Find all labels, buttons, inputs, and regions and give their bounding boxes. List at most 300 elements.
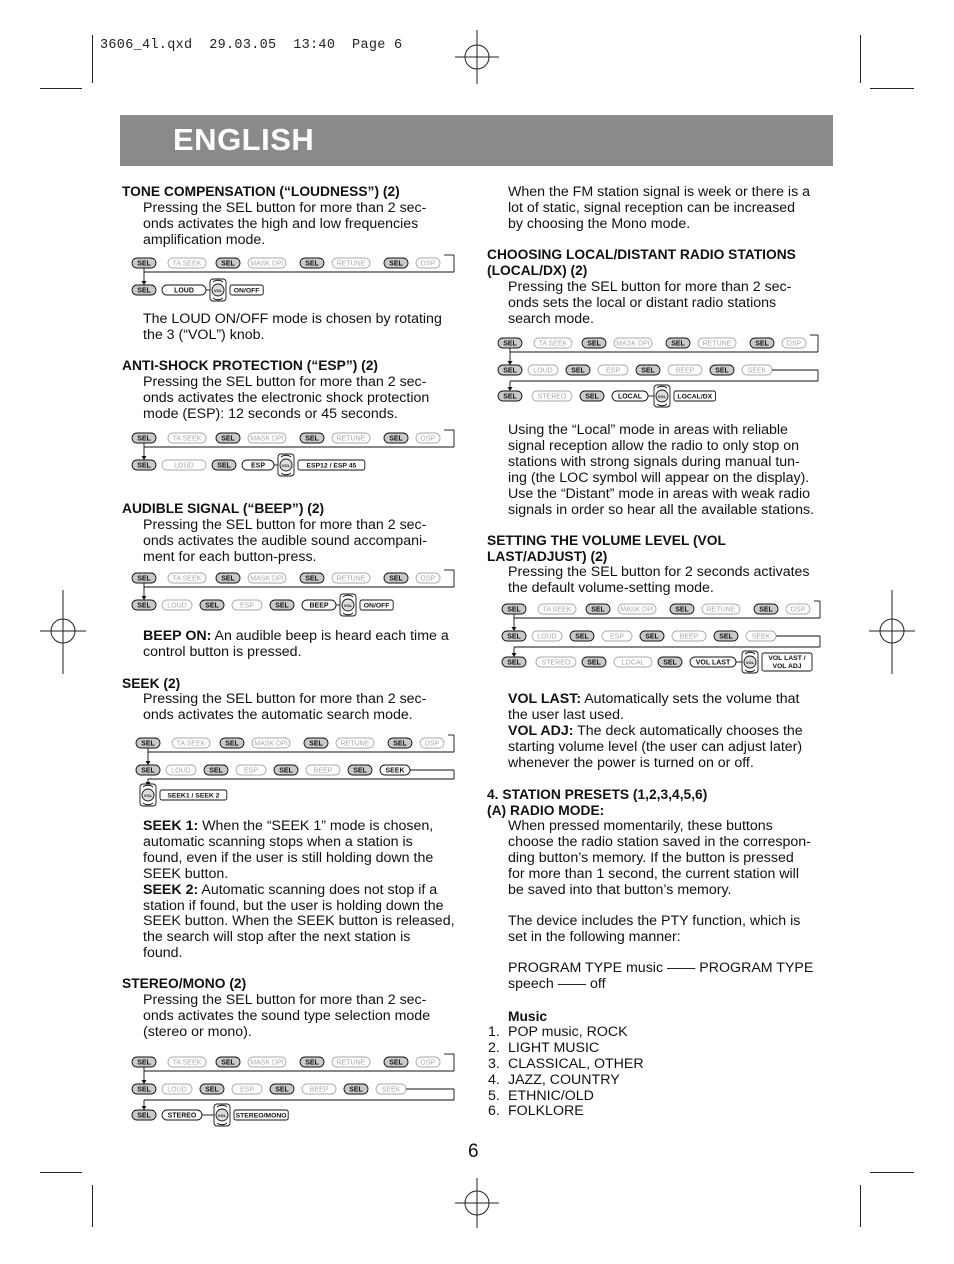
vol-knob-icon bbox=[214, 1104, 230, 1126]
menu-pill-sel bbox=[566, 365, 590, 375]
svg-text:SEEK: SEEK bbox=[747, 367, 767, 375]
svg-text:BEEP: BEEP bbox=[679, 633, 699, 641]
menu-pill-sel bbox=[132, 258, 156, 268]
list-label: POP music, ROCK bbox=[508, 1024, 628, 1040]
value-box bbox=[160, 790, 227, 800]
menu-pill-dim bbox=[532, 631, 562, 641]
music-list-item bbox=[488, 1041, 788, 1057]
menu-pill-dim bbox=[668, 365, 702, 375]
menu-pill-sel bbox=[132, 1057, 156, 1067]
menu-pill-sel bbox=[636, 365, 660, 375]
svg-text:SEL: SEL bbox=[507, 659, 521, 667]
pty-order-text: PROGRAM TYPE music —— PROGRAM TYPE speech —— off bbox=[508, 960, 814, 992]
svg-text:RETUNE: RETUNE bbox=[336, 1059, 366, 1067]
menu-pill-sel bbox=[670, 604, 694, 614]
presets-text: When pressed momentarily, these buttons choose the radio station saved in the correspon- ding button’s memory. If the button is pressed for more than 1 second, the current station will be saved into that button’s memory. bbox=[508, 818, 811, 898]
esp-heading: ANTI-SHOCK PROTECTION (“ESP”) (2) bbox=[122, 358, 379, 373]
svg-text:SEL: SEL bbox=[217, 462, 231, 470]
menu-pill-dim bbox=[742, 365, 772, 375]
connector-arrow bbox=[508, 387, 513, 391]
menu-pill-dim bbox=[376, 1084, 406, 1094]
menu-pill-dim bbox=[672, 631, 706, 641]
svg-text:VOL: VOL bbox=[657, 394, 667, 399]
svg-text:RETUNE: RETUNE bbox=[336, 575, 366, 583]
svg-text:SEL: SEL bbox=[641, 367, 655, 375]
svg-text:SEL: SEL bbox=[587, 340, 601, 348]
svg-text:TA SEEK: TA SEEK bbox=[538, 340, 568, 348]
menu-pill-sel bbox=[710, 365, 734, 375]
music-list-item bbox=[488, 1057, 788, 1073]
menu-pill-sel bbox=[216, 258, 240, 268]
menu-pill-sel bbox=[498, 391, 522, 401]
svg-text:SEL: SEL bbox=[141, 767, 155, 775]
vol-text: Pressing the SEL button for 2 seconds activates the default volume-setting mode. bbox=[508, 564, 810, 596]
svg-text:DSP: DSP bbox=[424, 740, 440, 748]
list-label: ETHNIC/OLD bbox=[508, 1087, 594, 1104]
svg-text:SEL: SEL bbox=[309, 740, 323, 748]
menu-pill-dim bbox=[248, 573, 286, 583]
menu-pill-dim bbox=[538, 604, 576, 614]
svg-text:VOL: VOL bbox=[143, 793, 153, 798]
list-number: 3. bbox=[488, 1055, 500, 1072]
svg-text:MASK DPI: MASK DPI bbox=[250, 260, 284, 268]
stereo-diagram bbox=[128, 1053, 468, 1129]
svg-text:STEREO/MONO: STEREO/MONO bbox=[235, 1112, 287, 1120]
menu-pill-sel bbox=[300, 433, 324, 443]
svg-text:ESP: ESP bbox=[239, 1086, 255, 1094]
vol-modes-text: VOL LAST: Automatically sets the volume that the user last used. VOL ADJ: The deck automatically chooses the starting volume level (the user can adjust later) whenever the power is turned on or off. bbox=[508, 691, 803, 771]
menu-pill-sel bbox=[714, 631, 738, 641]
svg-text:DSP: DSP bbox=[790, 606, 806, 614]
menu-pill-sel bbox=[384, 1057, 408, 1067]
list-label: LIGHT MUSIC bbox=[508, 1039, 600, 1056]
svg-text:SEL: SEL bbox=[279, 767, 293, 775]
svg-text:MASK DPI: MASK DPI bbox=[250, 1059, 284, 1067]
svg-text:VOL: VOL bbox=[217, 1113, 227, 1118]
menu-pill-sel bbox=[498, 338, 522, 348]
menu-pill-dim bbox=[248, 433, 286, 443]
menu-pill-dim bbox=[416, 258, 440, 268]
menu-pill-item bbox=[242, 460, 274, 470]
value-box bbox=[360, 600, 393, 610]
menu-pill-sel bbox=[580, 391, 604, 401]
menu-pill-dim bbox=[236, 765, 266, 775]
vol-knob-icon bbox=[340, 594, 356, 616]
svg-text:VOL LAST: VOL LAST bbox=[695, 659, 731, 667]
svg-text:SEL: SEL bbox=[221, 1059, 235, 1067]
menu-pill-sel bbox=[132, 285, 156, 295]
svg-text:VOL: VOL bbox=[281, 463, 291, 468]
svg-text:SEL: SEL bbox=[663, 659, 677, 667]
svg-text:SEL: SEL bbox=[755, 340, 769, 348]
svg-text:ESP12 / ESP 45: ESP12 / ESP 45 bbox=[306, 462, 357, 470]
menu-pill-sel bbox=[502, 631, 526, 641]
menu-pill-dim bbox=[162, 1084, 192, 1094]
page-title: ENGLISH bbox=[173, 122, 315, 157]
svg-text:LOUD: LOUD bbox=[167, 602, 187, 610]
menu-pill-sel bbox=[132, 600, 156, 610]
svg-text:SEL: SEL bbox=[575, 633, 589, 641]
connector-arrow bbox=[142, 456, 147, 460]
svg-text:MASK DPI: MASK DPI bbox=[620, 606, 654, 614]
svg-text:SEL: SEL bbox=[221, 435, 235, 443]
menu-pill-dim bbox=[168, 573, 206, 583]
menu-pill-sel bbox=[640, 631, 664, 641]
svg-text:DSP: DSP bbox=[420, 260, 436, 268]
svg-text:LOUD: LOUD bbox=[533, 367, 553, 375]
svg-text:ESP: ESP bbox=[609, 633, 625, 641]
menu-pill-sel bbox=[216, 433, 240, 443]
svg-text:VOL ADJ: VOL ADJ bbox=[772, 663, 802, 670]
loud-diagram bbox=[128, 254, 468, 304]
menu-pill-dim bbox=[248, 258, 286, 268]
list-label: CLASSICAL, OTHER bbox=[508, 1055, 644, 1072]
menu-pill-sel bbox=[502, 657, 526, 667]
svg-text:SEL: SEL bbox=[507, 633, 521, 641]
svg-text:LOCAL: LOCAL bbox=[617, 393, 643, 401]
svg-text:VOL: VOL bbox=[343, 603, 353, 608]
connector-arrow bbox=[512, 653, 517, 657]
beep-text: Pressing the SEL button for more than 2 sec- onds activates the audible sound accompani- ment for each button-press. bbox=[143, 517, 427, 565]
menu-pill-dim bbox=[614, 657, 652, 667]
svg-text:SEL: SEL bbox=[503, 340, 517, 348]
svg-text:SEL: SEL bbox=[503, 393, 517, 401]
menu-pill-dim bbox=[332, 433, 370, 443]
svg-text:SEL: SEL bbox=[349, 1086, 363, 1094]
svg-text:SEL: SEL bbox=[137, 462, 151, 470]
menu-pill-dim bbox=[248, 1057, 286, 1067]
title-banner bbox=[120, 115, 833, 166]
menu-pill-sel bbox=[270, 600, 294, 610]
svg-text:BEEP: BEEP bbox=[309, 602, 329, 610]
svg-text:LOUD: LOUD bbox=[537, 633, 557, 641]
beep-on-text: BEEP ON: An audible beep is heard each time a control button is pressed. bbox=[143, 628, 449, 660]
vol-knob-icon bbox=[140, 784, 156, 806]
svg-text:SEL: SEL bbox=[759, 606, 773, 614]
menu-pill-dim bbox=[336, 738, 374, 748]
menu-pill-sel bbox=[658, 657, 682, 667]
menu-pill-sel bbox=[304, 738, 328, 748]
menu-pill-sel bbox=[200, 1084, 224, 1094]
menu-pill-sel bbox=[502, 604, 526, 614]
svg-text:SEL: SEL bbox=[393, 740, 407, 748]
menu-pill-dim bbox=[618, 604, 656, 614]
presets-heading: 4. STATION PRESETS (1,2,3,4,5,6) (A) RADIO MODE: bbox=[487, 787, 708, 818]
svg-text:SEL: SEL bbox=[507, 606, 521, 614]
vol-diagram bbox=[498, 600, 838, 678]
svg-text:ESP: ESP bbox=[605, 367, 621, 375]
menu-pill-sel bbox=[216, 573, 240, 583]
stereo-heading: STEREO/MONO (2) bbox=[122, 976, 247, 991]
svg-text:VOL: VOL bbox=[213, 288, 223, 293]
music-list-item bbox=[488, 1025, 788, 1041]
menu-pill-dim bbox=[332, 573, 370, 583]
menu-pill-sel bbox=[300, 1057, 324, 1067]
svg-text:STEREO: STEREO bbox=[537, 393, 567, 401]
menu-pill-dim bbox=[598, 365, 628, 375]
menu-pill-dim bbox=[232, 1084, 262, 1094]
svg-text:SEL: SEL bbox=[305, 435, 319, 443]
menu-pill-sel bbox=[216, 1057, 240, 1067]
menu-pill-sel bbox=[344, 1084, 368, 1094]
connector-arrow bbox=[142, 596, 147, 600]
svg-text:SEL: SEL bbox=[137, 260, 151, 268]
list-label: JAZZ, COUNTRY bbox=[508, 1071, 620, 1088]
svg-text:BEEP: BEEP bbox=[309, 1086, 329, 1094]
menu-pill-sel bbox=[384, 258, 408, 268]
svg-text:TA SEEK: TA SEEK bbox=[172, 260, 202, 268]
list-number: 2. bbox=[488, 1039, 500, 1056]
tone-heading: TONE COMPENSATION (“LOUDNESS”) (2) bbox=[122, 184, 400, 199]
svg-text:SEL: SEL bbox=[137, 575, 151, 583]
svg-text:TA SEEK: TA SEEK bbox=[172, 1059, 202, 1067]
svg-text:SEL: SEL bbox=[389, 260, 403, 268]
svg-text:SEL: SEL bbox=[221, 575, 235, 583]
seek-modes-text: SEEK 1: When the “SEEK 1” mode is chosen, automatic scanning stops when a station is found, even if the user is still holding down the SEEK button. SEEK 2: Automatic scanning does not stop if a station if found, but the user is holding down the SEEK button. When the SEEK button is released, the search will stop after the next station is found. bbox=[143, 818, 455, 962]
menu-pill-dim bbox=[172, 738, 210, 748]
svg-text:ESP: ESP bbox=[243, 767, 259, 775]
page-number: 6 bbox=[468, 1141, 479, 1162]
menu-pill-dim bbox=[416, 433, 440, 443]
vol-heading: SETTING THE VOLUME LEVEL (VOL LAST/ADJUST) (2) bbox=[487, 533, 726, 564]
list-label: FOLKLORE bbox=[508, 1103, 584, 1120]
svg-text:SEL: SEL bbox=[209, 767, 223, 775]
svg-text:TA SEEK: TA SEEK bbox=[542, 606, 572, 614]
menu-pill-dim bbox=[614, 338, 652, 348]
svg-text:SEL: SEL bbox=[275, 602, 289, 610]
menu-pill-dim bbox=[602, 631, 632, 641]
menu-pill-sel bbox=[270, 1084, 294, 1094]
svg-text:MASK DPI: MASK DPI bbox=[250, 435, 284, 443]
menu-pill-dim bbox=[332, 1057, 370, 1067]
menu-pill-dim bbox=[252, 738, 290, 748]
svg-text:TA SEEK: TA SEEK bbox=[172, 435, 202, 443]
svg-text:RETUNE: RETUNE bbox=[336, 435, 366, 443]
value-box bbox=[230, 285, 263, 295]
svg-text:SEL: SEL bbox=[205, 1086, 219, 1094]
menu-pill-sel bbox=[498, 365, 522, 375]
value-box bbox=[234, 1110, 288, 1120]
svg-text:SEEK1 / SEEK 2: SEEK1 / SEEK 2 bbox=[167, 792, 220, 800]
svg-text:SEL: SEL bbox=[671, 340, 685, 348]
tone-text: Pressing the SEL button for more than 2 sec- onds activates the high and low frequencies amplification mode. bbox=[143, 200, 427, 248]
svg-text:RETUNE: RETUNE bbox=[702, 340, 732, 348]
svg-text:VOL LAST /: VOL LAST / bbox=[768, 655, 806, 662]
svg-text:SEL: SEL bbox=[503, 367, 517, 375]
local-after-text: Using the “Local” mode in areas with reliable signal reception allow the radio to only stop on stations with strong signals during manual tun- ing (the LOC symbol will appear on the display). Use the “Distant” mode in areas with weak radio signals in order so hear all the available stations. bbox=[508, 422, 814, 518]
beep-heading: AUDIBLE SIGNAL (“BEEP”) (2) bbox=[122, 501, 325, 516]
menu-pill-sel bbox=[212, 460, 236, 470]
svg-text:STEREO: STEREO bbox=[541, 659, 571, 667]
svg-text:BEEP: BEEP bbox=[675, 367, 695, 375]
menu-pill-dim bbox=[746, 631, 776, 641]
menu-pill-dim bbox=[166, 765, 196, 775]
list-number: 4. bbox=[488, 1071, 500, 1088]
menu-pill-dim bbox=[786, 604, 810, 614]
menu-pill-item bbox=[380, 765, 410, 775]
svg-text:SEL: SEL bbox=[587, 659, 601, 667]
svg-text:SEL: SEL bbox=[137, 1112, 151, 1120]
esp-text: Pressing the SEL button for more than 2 sec- onds activates the electronic shock protection mode (ESP): 12 seconds or 45 seconds. bbox=[143, 374, 430, 422]
connector-arrow bbox=[512, 627, 517, 631]
svg-text:SEL: SEL bbox=[389, 1059, 403, 1067]
menu-pill-dim bbox=[536, 657, 576, 667]
svg-text:SEEK: SEEK bbox=[751, 633, 771, 641]
seek-diagram bbox=[132, 734, 472, 810]
menu-pill-sel bbox=[132, 573, 156, 583]
svg-text:LOUD: LOUD bbox=[174, 287, 194, 295]
menu-pill-sel bbox=[132, 1110, 156, 1120]
svg-text:DSP: DSP bbox=[420, 575, 436, 583]
menu-pill-dim bbox=[332, 258, 370, 268]
connector-arrow bbox=[142, 1080, 147, 1084]
svg-text:SEEK: SEEK bbox=[385, 767, 405, 775]
menu-pill-sel bbox=[132, 433, 156, 443]
svg-text:DSP: DSP bbox=[786, 340, 802, 348]
value-box bbox=[762, 653, 812, 671]
menu-pill-sel bbox=[136, 738, 160, 748]
menu-pill-dim bbox=[702, 604, 740, 614]
svg-text:SEL: SEL bbox=[591, 606, 605, 614]
menu-pill-dim bbox=[306, 765, 340, 775]
menu-pill-sel bbox=[300, 258, 324, 268]
svg-text:ESP: ESP bbox=[250, 462, 266, 470]
svg-text:LOCAL: LOCAL bbox=[621, 659, 645, 667]
svg-text:SEL: SEL bbox=[225, 740, 239, 748]
menu-pill-sel bbox=[384, 433, 408, 443]
mono-note: When the FM station signal is week or there is a lot of static, signal reception can be increased by choosing the Mono mode. bbox=[508, 184, 811, 232]
pty-text: The device includes the PTY function, which is set in the following manner: bbox=[508, 913, 801, 945]
svg-text:LOUD: LOUD bbox=[174, 462, 194, 470]
vol-knob-icon bbox=[210, 279, 226, 301]
svg-text:SEL: SEL bbox=[645, 633, 659, 641]
svg-text:SEL: SEL bbox=[137, 287, 151, 295]
menu-pill-item bbox=[302, 600, 336, 610]
connector-arrow bbox=[146, 761, 151, 765]
list-number: 1. bbox=[488, 1024, 500, 1040]
menu-pill-dim bbox=[162, 600, 192, 610]
menu-pill-sel bbox=[582, 657, 606, 667]
svg-text:SEL: SEL bbox=[137, 1059, 151, 1067]
svg-text:ON/OFF: ON/OFF bbox=[363, 602, 390, 610]
local-text: Pressing the SEL button for more than 2 sec- onds sets the local or distant radio stations search mode. bbox=[508, 279, 792, 327]
esp-diagram bbox=[128, 429, 468, 479]
menu-pill-sel bbox=[754, 604, 778, 614]
menu-pill-sel bbox=[582, 338, 606, 348]
svg-text:DSP: DSP bbox=[420, 1059, 436, 1067]
svg-text:VOL: VOL bbox=[745, 660, 755, 665]
value-box bbox=[298, 460, 365, 470]
beep-diagram bbox=[128, 569, 468, 619]
tone-after-text: The LOUD ON/OFF mode is chosen by rotating the 3 (“VOL”) knob. bbox=[143, 311, 442, 343]
menu-pill-item bbox=[162, 1110, 202, 1120]
stereo-text: Pressing the SEL button for more than 2 sec- onds activates the sound type selection mode (stereo or mono). bbox=[143, 992, 431, 1040]
svg-text:SEL: SEL bbox=[389, 575, 403, 583]
menu-pill-sel bbox=[132, 1084, 156, 1094]
music-list-item bbox=[488, 1089, 788, 1105]
menu-pill-dim bbox=[534, 338, 572, 348]
menu-pill-sel bbox=[220, 738, 244, 748]
svg-text:SEL: SEL bbox=[137, 1086, 151, 1094]
svg-text:DSP: DSP bbox=[420, 435, 436, 443]
menu-pill-sel bbox=[586, 604, 610, 614]
menu-pill-dim bbox=[168, 433, 206, 443]
menu-pill-sel bbox=[200, 600, 224, 610]
svg-text:SEL: SEL bbox=[571, 367, 585, 375]
svg-text:SEL: SEL bbox=[353, 767, 367, 775]
svg-text:SEL: SEL bbox=[275, 1086, 289, 1094]
svg-text:SEL: SEL bbox=[305, 260, 319, 268]
list-number: 5. bbox=[488, 1087, 500, 1104]
menu-pill-item bbox=[690, 657, 736, 667]
svg-text:MASK DPI: MASK DPI bbox=[250, 575, 284, 583]
menu-pill-dim bbox=[420, 738, 444, 748]
svg-text:RETUNE: RETUNE bbox=[336, 260, 366, 268]
svg-text:LOUD: LOUD bbox=[171, 767, 191, 775]
svg-text:ON/OFF: ON/OFF bbox=[233, 287, 260, 295]
local-diagram bbox=[494, 334, 834, 410]
svg-text:LOCAL/DX: LOCAL/DX bbox=[677, 393, 713, 401]
connector-arrow bbox=[142, 281, 147, 285]
svg-text:SEL: SEL bbox=[675, 606, 689, 614]
svg-text:SEL: SEL bbox=[221, 260, 235, 268]
menu-pill-sel bbox=[204, 765, 228, 775]
svg-text:SEL: SEL bbox=[715, 367, 729, 375]
menu-pill-dim bbox=[782, 338, 806, 348]
menu-pill-sel bbox=[136, 765, 160, 775]
svg-text:SEL: SEL bbox=[141, 740, 155, 748]
music-list bbox=[488, 1025, 788, 1120]
svg-text:BEEP: BEEP bbox=[313, 767, 333, 775]
menu-pill-dim bbox=[232, 600, 262, 610]
svg-text:TA SEEK: TA SEEK bbox=[176, 740, 206, 748]
svg-text:SEL: SEL bbox=[137, 602, 151, 610]
svg-text:RETUNE: RETUNE bbox=[706, 606, 736, 614]
local-heading: CHOOSING LOCAL/DISTANT RADIO STATIONS (LOCAL/DX) (2) bbox=[487, 247, 796, 278]
music-list-item bbox=[488, 1104, 788, 1120]
menu-pill-sel bbox=[348, 765, 372, 775]
menu-pill-sel bbox=[666, 338, 690, 348]
connector-arrow bbox=[142, 1106, 147, 1110]
svg-text:SEL: SEL bbox=[205, 602, 219, 610]
menu-pill-sel bbox=[750, 338, 774, 348]
menu-pill-item bbox=[162, 285, 206, 295]
svg-text:LOUD: LOUD bbox=[167, 1086, 187, 1094]
menu-pill-sel bbox=[300, 573, 324, 583]
menu-pill-dim bbox=[528, 365, 558, 375]
music-list-item bbox=[488, 1073, 788, 1089]
svg-text:RETUNE: RETUNE bbox=[340, 740, 370, 748]
menu-pill-dim bbox=[416, 1057, 440, 1067]
menu-pill-dim bbox=[302, 1084, 336, 1094]
menu-pill-sel bbox=[570, 631, 594, 641]
svg-text:SEL: SEL bbox=[389, 435, 403, 443]
file-slug: 3606_4l.qxd 29.03.05 13:40 Page 6 bbox=[100, 38, 403, 53]
menu-pill-dim bbox=[168, 258, 206, 268]
vol-knob-icon bbox=[278, 454, 294, 476]
svg-text:SEL: SEL bbox=[305, 1059, 319, 1067]
menu-pill-dim bbox=[162, 460, 206, 470]
seek-text: Pressing the SEL button for more than 2 sec- onds activates the automatic search mode. bbox=[143, 691, 427, 723]
menu-pill-dim bbox=[698, 338, 736, 348]
svg-text:TA SEEK: TA SEEK bbox=[172, 575, 202, 583]
menu-pill-sel bbox=[274, 765, 298, 775]
menu-pill-sel bbox=[388, 738, 412, 748]
connector-arrow bbox=[508, 361, 513, 365]
vol-knob-icon bbox=[654, 385, 670, 407]
menu-pill-dim bbox=[532, 391, 572, 401]
svg-text:MASK DPI: MASK DPI bbox=[254, 740, 288, 748]
